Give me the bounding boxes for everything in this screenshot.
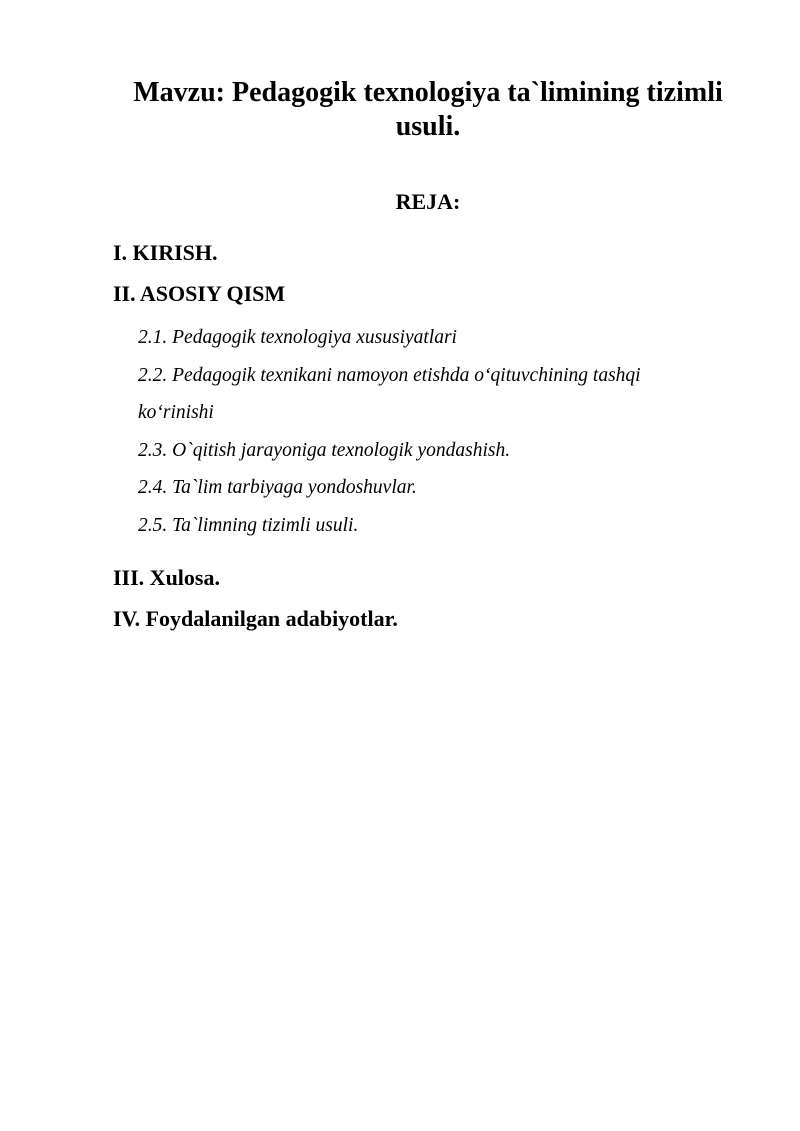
section-references: IV. Foydalanilgan adabiyotlar. [113,606,398,631]
section-introduction: I. KIRISH. [113,240,218,265]
plan-heading: REJA: [395,189,461,214]
subsection-item: 2.5. Ta`limning tizimli usuli. [138,514,359,536]
document-title: Mavzu: Pedagogik texnologiya ta`limining tizimli usuli. [133,77,723,142]
subsection-item: 2.1. Pedagogik texnologiya xususiyatlari [138,327,457,348]
section-main-part: II. ASOSIY QISM [113,281,286,306]
subsection-list [138,319,718,544]
section-conclusion: III. Xulosa. [113,565,220,590]
subsection-item: 2.2. Pedagogik texnikani namoyon etishda o‘qituvchining tashqi ko‘rinishi [138,364,641,423]
subsection-item: 2.3. O`qitish jarayoniga texnologik yondashish. [138,439,511,461]
subsection-item: 2.4. Ta`lim tarbiyaga yondoshuvlar. [138,477,417,498]
